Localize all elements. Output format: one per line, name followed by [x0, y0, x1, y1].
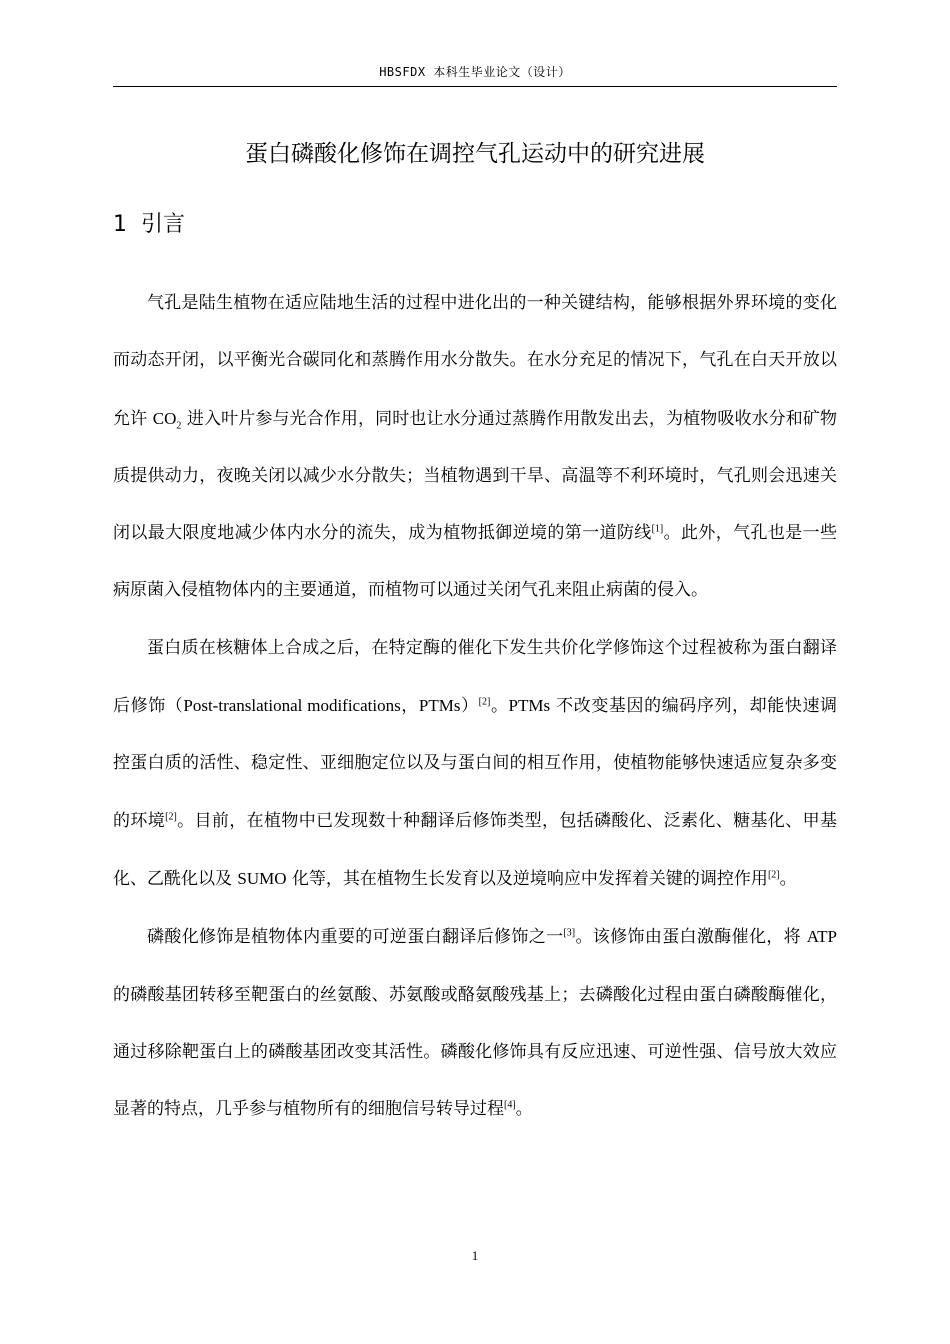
- text-run: 化等，其在植物生长发育以及逆境响应中发挥着关键的调控作用: [291, 868, 768, 889]
- section-heading: [113, 210, 185, 240]
- text-run: ）: [460, 696, 479, 717]
- running-header: HBSFDX 本科生毕业论文（设计）: [113, 64, 837, 87]
- citation-ref: [2]: [767, 869, 780, 881]
- citation-ref: [4]: [504, 1099, 516, 1111]
- text-run: 不改变基因的编码序列，却能快速调控蛋白质的活性、稳定性、亚细胞定位以及与蛋白间的相互作用，使植物能够快速适应复杂多变的环境: [113, 696, 838, 831]
- section-number: 1: [113, 212, 127, 237]
- text-run: 。: [515, 1099, 533, 1120]
- co2-formula: $CO_2$: [152, 408, 182, 431]
- paper-title: 蛋白磷酸化修饰在调控气孔运动中的研究进展: [245, 141, 705, 167]
- section-title: 引言: [141, 212, 186, 237]
- term-sumo: SUMO: [237, 868, 287, 888]
- text-run: 气孔是陆生植物在适应陆地生活的过程中进化出的一种关键结构，能够根据外界环境的变化而动态开闭，以平衡光合碳同化和蒸腾作用水分散失。在水分充足的情况下，气孔在白天开放以允许: [113, 293, 837, 429]
- page-number: 1: [471, 1248, 479, 1263]
- text-run: 。该修饰由蛋白激酶催化，将: [575, 927, 802, 948]
- text-run: 。此外，气孔也是一些病原菌入侵植物体内的主要通道，而植物可以通过关闭气孔来阻止病菌的侵入。: [113, 523, 838, 601]
- body-text: [113, 275, 837, 1138]
- text-run: 进入叶片参与光合作用，同时也让水分通过蒸腾作用散发出去，为植物吸收水分和矿物质提供动力，夜晚关闭以减少水分散失；当植物遇到干旱、高温等不利环境时，气孔则会迅速关闭以最大限度地减少体内水分的流失，成为植物抵御逆境的第一道防线: [113, 408, 838, 544]
- term-english: Post-translational modifications，PTMs: [183, 696, 461, 716]
- paragraph-2: [113, 620, 837, 908]
- term-abbr: PTMs: [508, 696, 551, 716]
- citation-ref: [2]: [478, 696, 491, 708]
- text-run: 磷酸化修饰是植物体内重要的可逆蛋白翻译后修饰之一: [147, 927, 564, 948]
- text-run: 的磷酸基团转移至靶蛋白的丝氨酸、苏氨酸或酪氨酸残基上；去磷酸化过程由蛋白磷酸酶催化，通过移除靶蛋白上的磷酸基团改变其活性。磷酸化修饰具有反应迅速、可逆性强、信号放大效应显著的特点，几乎参与植物所有的细胞信号转导过程: [113, 984, 837, 1120]
- text-run: 。: [490, 696, 509, 717]
- citation-ref: [3]: [563, 927, 576, 939]
- text-run: 蛋白质在核糖体上合成之后，在特定酶的催化下发生共价化学修饰这个过程被称为蛋白翻译后修饰（: [113, 637, 837, 717]
- text-run: 。: [779, 868, 797, 889]
- paragraph-3: [113, 908, 837, 1138]
- paragraph-1: [113, 275, 837, 620]
- citation-ref: [2]: [165, 811, 177, 823]
- text-run: 。目前，在植物中已发现数十种翻译后修饰类型，包括磷酸化、泛素化、糖基化、甲基化、乙酰化以及: [113, 810, 838, 889]
- term-atp: ATP: [806, 927, 838, 947]
- citation-ref: [1]: [651, 523, 664, 535]
